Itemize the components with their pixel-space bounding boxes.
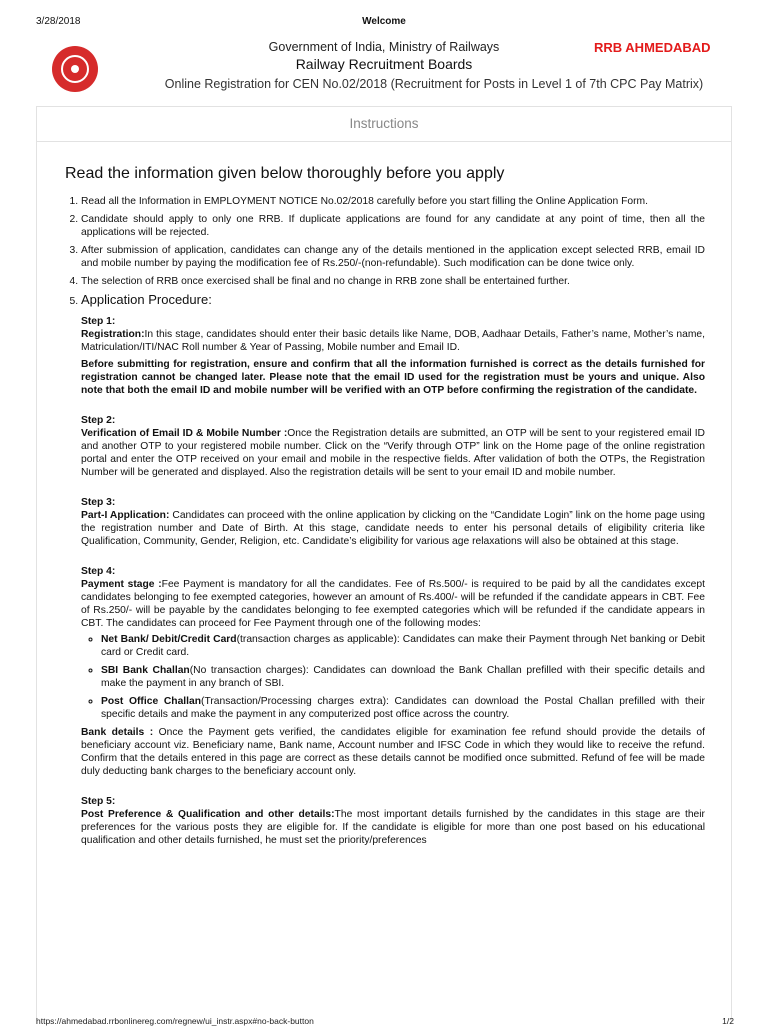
gov-line: Government of India, Ministry of Railways xyxy=(268,40,500,54)
payment-mode xyxy=(101,695,705,721)
step-text: Candidates can proceed with the online application by clicking on the “Candidate Login” link on the home page using the registration number and Date of Birth. At this stage, candidate needs to enter his personal details of eligibility criteria like Qualification, Community, Gender, Religion, etc. Candidate’s eligibility for various age relaxations will also be obtained at this stage. xyxy=(81,510,705,547)
print-date: 3/28/2018 xyxy=(36,16,81,27)
step-label: Step 5: xyxy=(81,796,116,807)
instructions-content xyxy=(65,167,705,852)
mode-text: (Transaction/Processing charges extra): Candidates can download the Postal Challan prefilled with their specific details and make the payment in any computerized post office across the country. xyxy=(101,696,705,720)
footer-url: https://ahmedabad.rrbonlinereg.com/regnew/ui_instr.aspx#no-back-button xyxy=(36,1016,314,1026)
mode-title: SBI Bank Challan xyxy=(101,665,190,676)
lead-heading: Read the information given below thoroughly before you apply xyxy=(65,165,505,182)
step-3 xyxy=(81,496,705,548)
step-text: Once the Registration details are submitted, an OTP will be sent to your registered email ID and another OTP to your registered mobile number. Click on the “Verify through OTP” link on the Home page of the online registration portal and enter the OTP received on your email and mobile in the respective fields. After validation of both the OTPs, the Registration Number will be generated and displayed. Also the registration details will be sent to your email ID and mobile number. xyxy=(81,428,705,478)
step-label: Step 2: xyxy=(81,415,116,426)
step-title: Part-I Application: xyxy=(81,510,170,521)
bank-details xyxy=(81,726,705,778)
step-warning: Before submitting for registration, ensure and confirm that all the information furnished is correct as the details furnished for registration cannot be changed later. Please note that the email ID used for the registration must be yours and unique. Also note that both the email ID and mobile number will be verified with an OTP before confirming the registration of the candidate. xyxy=(81,359,705,396)
payment-modes xyxy=(81,633,705,721)
mode-title: Post Office Challan xyxy=(101,696,202,707)
instructions-list xyxy=(65,195,705,847)
step-title: Payment stage : xyxy=(81,579,162,590)
list-item-procedure xyxy=(81,293,705,847)
step-label: Step 4: xyxy=(81,566,116,577)
procedure-title: Application Procedure: xyxy=(81,292,212,307)
board-title: Railway Recruitment Boards xyxy=(295,56,473,72)
step-text: Fee Payment is mandatory for all the candidates. Fee of Rs.500/- is required to be paid by all the candidates except candidates belonging to fee exempted categories, however an amount of Rs.400/- will be refunded if the candidate appears in CBT. Fee of Rs.250/- will be payable by the candidates belonging to fee exempted categories which will be refunded if the candidate appears in CBT. The candidates can proceed for Fee Payment through one of the following modes: xyxy=(81,579,705,629)
bank-title: Bank details : xyxy=(81,727,154,738)
step-title: Registration: xyxy=(81,329,145,340)
step-title: Post Preference & Qualification and other details: xyxy=(81,809,335,820)
mode-text: (No transaction charges): Candidates can download the Bank Challan prefilled with their specific details and make the payment in any branch of SBI. xyxy=(101,665,705,689)
mode-text: (transaction charges as applicable): Candidates can make their Payment through Net banking or Debit card or Credit card. xyxy=(101,634,706,658)
step-2 xyxy=(81,414,705,479)
list-item: 1. Read all the Information in EMPLOYMENT NOTICE No.02/2018 carefully before you start filling the Online Application Form. xyxy=(81,195,705,208)
step-4 xyxy=(81,565,705,778)
payment-mode xyxy=(101,633,705,659)
payment-mode xyxy=(101,664,705,690)
list-item: 3. After submission of application, candidates can change any of the details mentioned in the application except selected RRB, email ID and mobile number by paying the modification fee of Rs.250/-(non-refundable). Such modification can be done twice only. xyxy=(81,244,705,270)
step-5 xyxy=(81,795,705,847)
list-item: 4. The selection of RRB once exercised shall be final and no change in RRB zone shall be entertained further. xyxy=(81,275,705,288)
panel-heading: Instructions xyxy=(37,107,731,142)
brand-name: RRB AHMEDABAD xyxy=(594,40,711,55)
instructions-panel xyxy=(36,106,732,1024)
print-header xyxy=(0,16,768,30)
step-label: Step 3: xyxy=(81,497,116,508)
step-title: Verification of Email ID & Mobile Number : xyxy=(81,428,288,439)
step-text: The most important details furnished by the candidates in this stage are their preferences for the various posts they are eligible for. If the candidate is eligible for more than one post based on his educational qualification and other details furnished, he must set the priority/preferences xyxy=(81,809,705,846)
step-1 xyxy=(81,315,705,397)
step-label: Step 1: xyxy=(81,316,116,327)
print-title: Welcome xyxy=(362,16,406,27)
bank-text: Once the Payment gets verified, the candidates eligible for examination fee refund should provide the details of beneficiary account viz. Beneficiary name, Bank name, Account number and IFSC Code in which they would like to receive the refund. Confirm that the details entered in this page are correct as these details cannot be modified once submitted. Refund of fee will be made duly deducting bank charges to the beneficiary account only. xyxy=(81,727,706,777)
list-item: 2. Candidate should apply to only one RRB. If duplicate applications are found for any candidate at any point of time, then all the applications will be rejected. xyxy=(81,213,705,239)
mode-title: Net Bank/ Debit/Credit Card xyxy=(101,634,237,645)
page-number: 1/2 xyxy=(722,1016,734,1026)
cen-line: Online Registration for CEN No.02/2018 (Recruitment for Posts in Level 1 of 7th CPC Pay Matrix) xyxy=(164,77,704,91)
step-text: In this stage, candidates should enter their basic details like Name, DOB, Aadhaar Details, Father’s name, Mother’s name, Matriculation/ITI/NAC Roll number & Year of Passing, Mobile number and Email ID. xyxy=(81,329,705,353)
